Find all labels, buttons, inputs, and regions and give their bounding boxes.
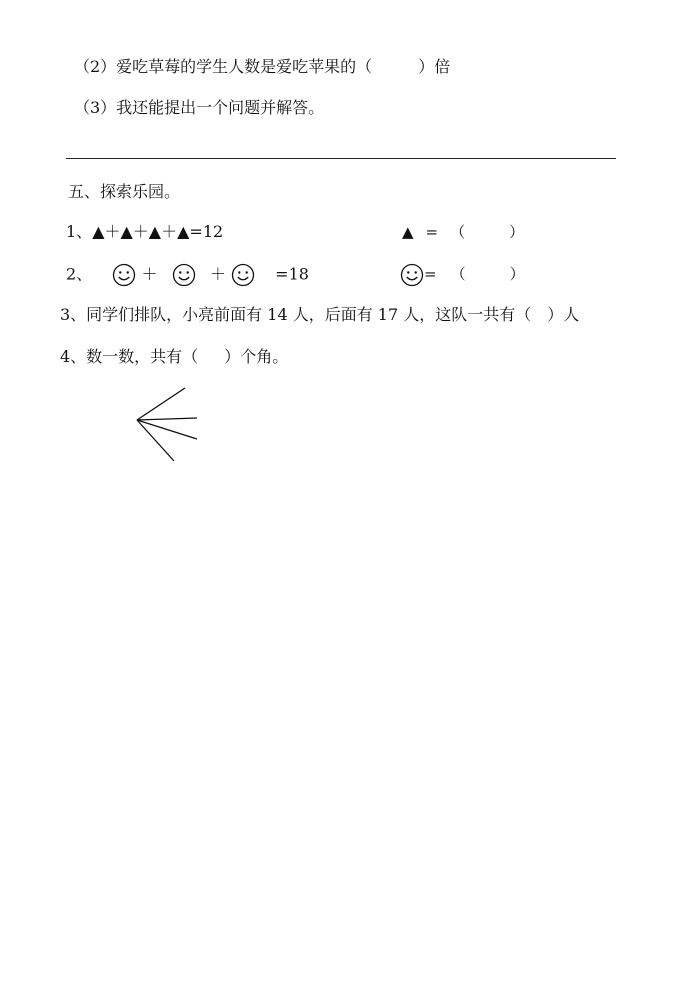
problem-1 [66,222,223,242]
triangle-equation: ▲＋▲＋▲＋▲=12 [92,222,224,241]
open-paren: （ [450,265,466,283]
plus-sign: ＋ [141,264,158,284]
question-3: （3）我还能提出一个问题并解答。 [74,98,325,117]
problem-1-prefix: 1、 [66,222,93,241]
problem-4-close: ）个角。 [224,347,289,366]
smiley-face-icon [172,263,196,287]
equals-18: =18 [275,264,309,284]
problem-2 [66,263,309,287]
close-paren: ） [509,223,525,241]
triangle-icon: ▲ [402,223,414,241]
problem-2-answer [400,263,525,287]
smiley-face-icon [400,263,424,287]
plus-sign: ＋ [209,264,226,284]
problem-3: 3、同学们排队，小亮前面有 14 人，后面有 17 人，这队一共有（ ）人 [60,305,580,324]
open-paren: （ [450,223,466,241]
question-2-text: （2）爱吃草莓的学生人数是爱吃苹果的（ [74,57,373,76]
answer-line [66,158,616,159]
angle-rays-figure [130,380,210,470]
smiley-face-icon [112,263,136,287]
problem-4 [60,347,288,367]
equals-sign: = [425,223,439,241]
section-heading: 五、探索乐园。 [68,182,181,201]
close-paren: ） [509,265,525,283]
problem-2-prefix: 2、 [66,264,93,284]
question-2 [74,57,450,77]
equals-sign: = [424,265,437,283]
problem-4-text: 4、数一数，共有（ [60,347,199,366]
question-2-close: ）倍 [418,57,451,76]
smiley-face-icon [231,263,255,287]
ray [137,418,197,420]
problem-1-answer [402,222,524,242]
ray [137,388,185,420]
